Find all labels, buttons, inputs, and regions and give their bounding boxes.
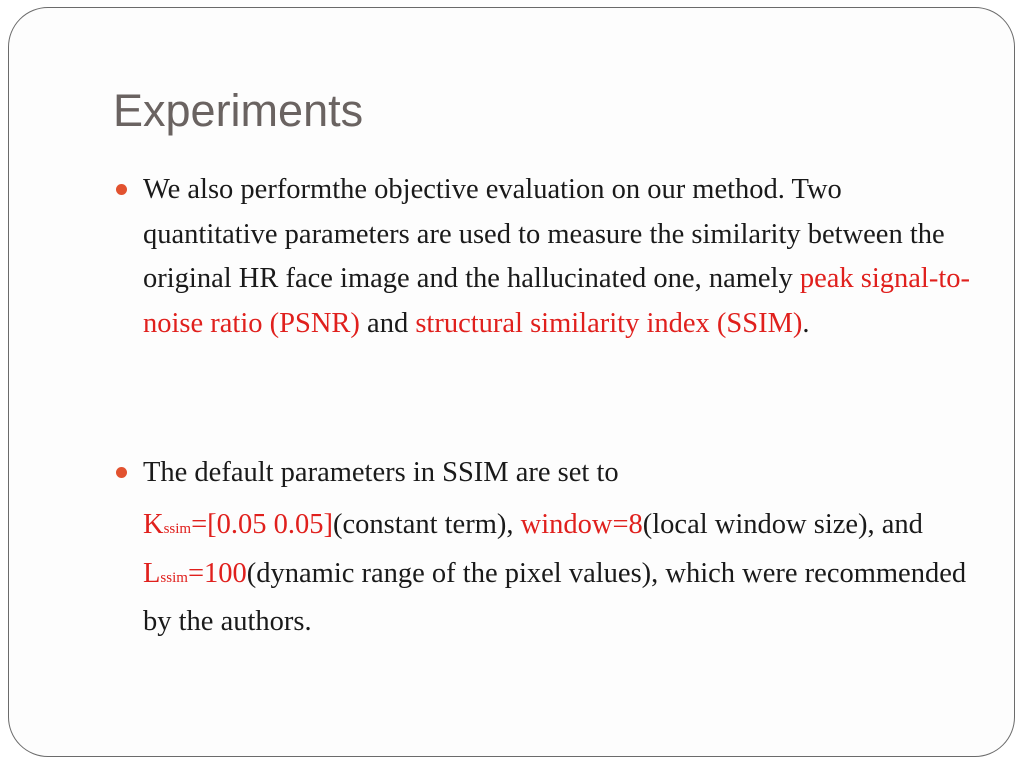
- bullet-dot-icon: [116, 467, 127, 478]
- bullet1-term-psnr: peak signal-to-noise ratio (PSNR): [143, 263, 970, 339]
- k-value: =[0.05 0.05]: [191, 509, 334, 540]
- window-description: (local window size), and: [642, 509, 923, 540]
- bullet1-term-ssim: structural similarity index (SSIM): [415, 307, 803, 339]
- window-label: window=8: [520, 509, 643, 540]
- l-description: (dynamic range of the pixel values), which were recommended by the authors.: [143, 557, 967, 637]
- l-value: =100: [187, 557, 247, 589]
- bullet2-intro: The default parameters in SSIM are set to: [143, 457, 619, 488]
- k-subscript: ssim: [163, 521, 192, 537]
- k-description: (constant term),: [333, 509, 521, 540]
- bullet1-text-after: .: [802, 307, 810, 339]
- bullet-paragraph-ssim-params: [143, 451, 978, 496]
- bullet-paragraph-evaluation: [143, 168, 978, 346]
- slide-title: Experiments: [113, 85, 364, 136]
- bullet-dot-icon: [116, 184, 127, 195]
- bullet1-connector: and: [359, 307, 416, 339]
- bullet1-text-before: We also performthe objective evaluation on our method. Two quantitative parameters are used to measure the similarity between the original HR face image and the hallucinated one, namely: [143, 174, 945, 294]
- bullet-paragraph-ssim-values: [143, 503, 978, 645]
- l-subscript: ssim: [160, 569, 188, 586]
- l-symbol: L: [143, 557, 161, 589]
- k-symbol: K: [143, 509, 164, 540]
